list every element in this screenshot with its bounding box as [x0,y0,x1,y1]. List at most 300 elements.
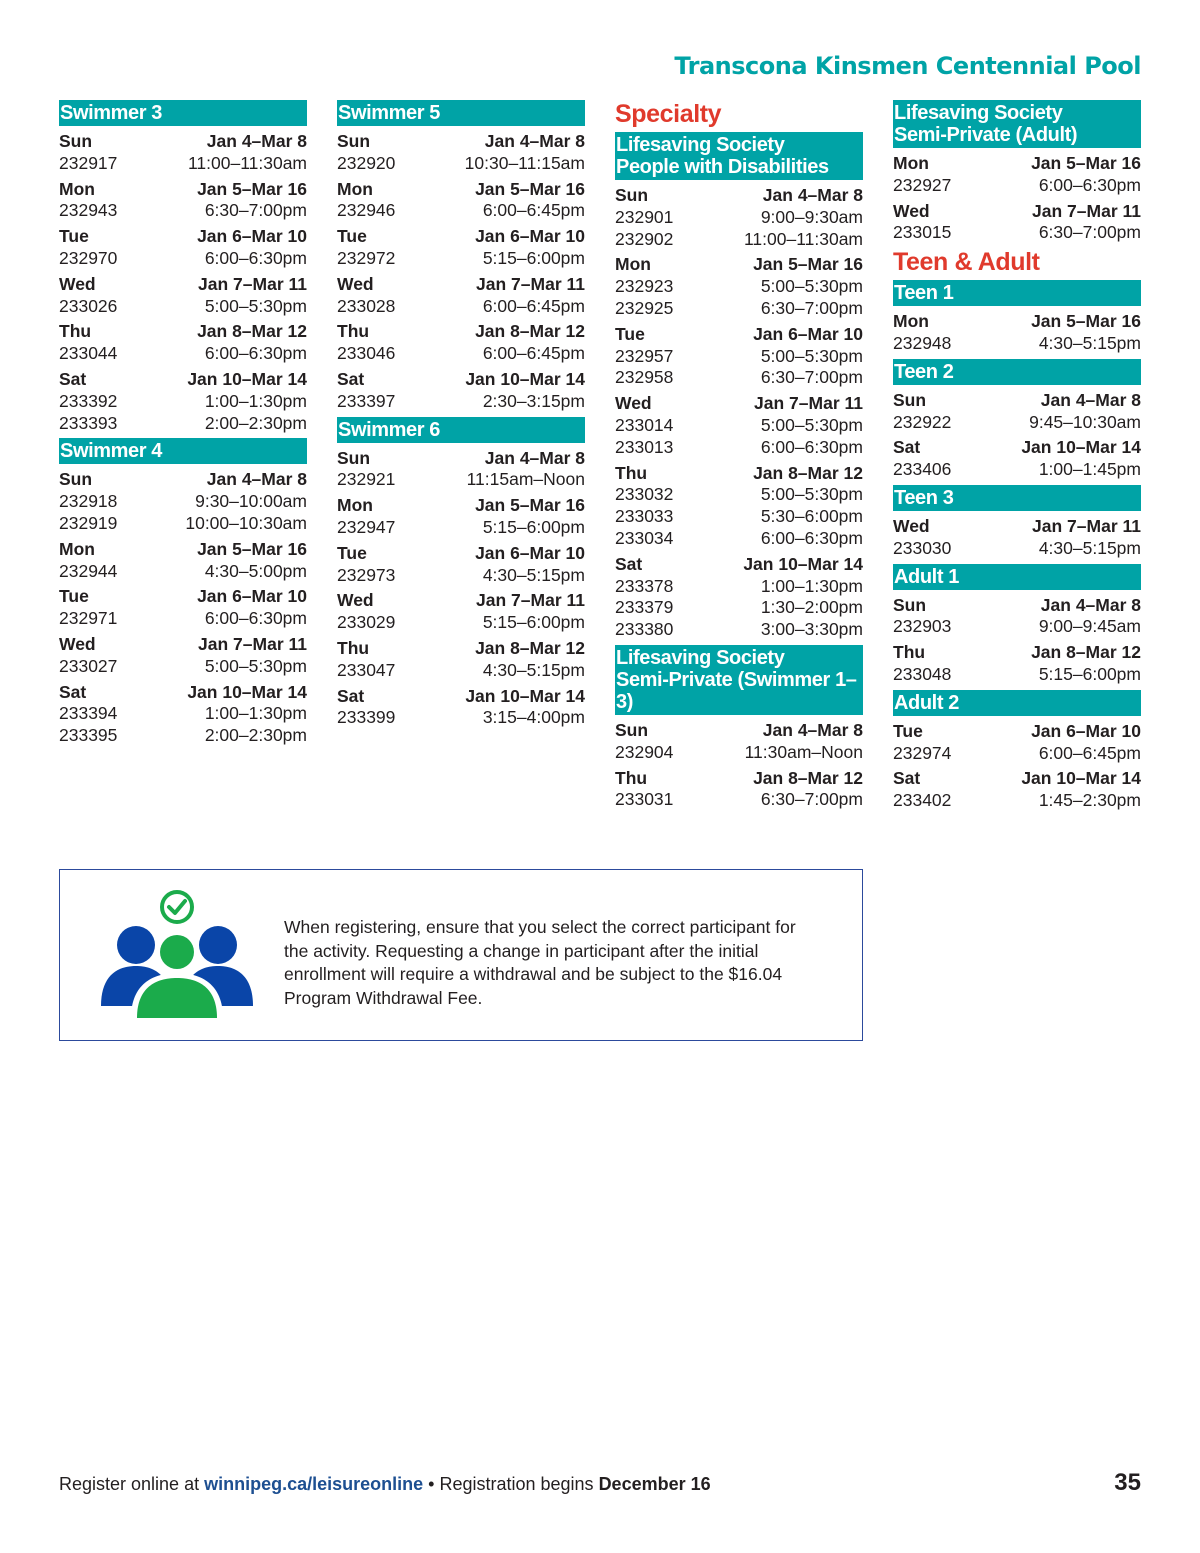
course-code: 232973 [337,564,396,585]
session-day: Wed [59,633,96,654]
session [337,495,585,539]
session-code-row [59,703,307,725]
session-dates: Jan 5–Mar 16 [197,538,307,559]
session-day-row [59,274,307,296]
course-code: 232944 [59,560,118,581]
session-day-row [337,686,585,708]
session-day-row [893,201,1141,223]
class-heading [615,132,863,180]
session-time: 1:00–1:30pm [204,703,307,724]
session-time: 5:00–5:30pm [204,295,307,316]
footer [59,1474,711,1495]
session-code-row [893,664,1141,686]
session-time: 1:45–2:30pm [1038,790,1141,811]
session [893,390,1141,434]
class-heading-line: Swimmer 5 [338,102,441,124]
session-dates: Jan 10–Mar 14 [187,681,307,702]
session-day-row [59,369,307,391]
session [615,554,863,641]
class-heading [337,100,585,126]
category-heading: Teen & Adult [893,248,1040,277]
group-check-icon [100,890,254,1018]
session [59,634,307,678]
session-time: 2:30–3:15pm [482,390,585,411]
session-time: 1:30–2:00pm [760,597,863,618]
session-time: 5:15–6:00pm [482,247,585,268]
session [893,201,1141,245]
course-code: 233394 [59,703,118,724]
course-code: 232904 [615,741,674,762]
session-code-row [59,200,307,222]
session [59,539,307,583]
session-day: Mon [893,311,929,332]
session-dates: Jan 10–Mar 14 [1021,768,1141,789]
course-code: 233380 [615,619,674,640]
session [59,131,307,175]
session [337,226,585,270]
session-dates: Jan 6–Mar 10 [197,226,307,247]
course-code: 232901 [615,206,674,227]
session-code-row [59,608,307,630]
session-day: Wed [893,200,930,221]
session-code-row [615,367,863,389]
session-day-row [893,721,1141,743]
session-time: 6:00–6:45pm [482,343,585,364]
course-code: 233406 [893,459,952,480]
session-time: 9:30–10:00am [195,491,307,512]
session-time: 11:15am–Noon [466,469,585,490]
class-heading [615,645,863,715]
session-day-row [59,179,307,201]
class-heading-line: Swimmer 3 [60,102,163,124]
class-heading-line: Lifesaving Society [894,102,1063,124]
session-code-row [615,528,863,550]
session-dates: Jan 7–Mar 11 [1032,515,1141,536]
registration-link[interactable]: winnipeg.ca/leisureonline [204,1474,424,1494]
session-day-row [893,437,1141,459]
course-code: 232943 [59,200,118,221]
class-heading [337,417,585,443]
session-day: Mon [59,538,95,559]
session-time: 10:30–11:15am [464,152,585,173]
class-heading-line: Teen 2 [894,360,954,383]
course-code: 233034 [615,527,674,548]
course-code: 232925 [615,297,674,318]
session-day: Thu [615,462,648,483]
course-code: 233379 [615,597,674,618]
session-day: Sat [337,685,365,706]
session-day-row [59,131,307,153]
session-dates: Jan 7–Mar 11 [476,273,585,294]
session-code-row [337,612,585,634]
session-code-row [615,415,863,437]
session-day-row [337,179,585,201]
session [893,768,1141,812]
session-day: Sun [615,185,649,205]
session-day-row [59,321,307,343]
session-day: Wed [893,515,930,536]
session-dates: Jan 4–Mar 8 [762,719,863,740]
session-code-row [59,391,307,413]
session-code-row [615,576,863,598]
session-dates: Jan 6–Mar 10 [1031,720,1141,741]
session-dates: Jan 6–Mar 10 [753,323,863,344]
session-dates: Jan 10–Mar 14 [187,368,307,389]
session [615,768,863,812]
class-block [893,564,1141,686]
course-code: 233399 [337,707,396,728]
session-dates: Jan 6–Mar 10 [197,586,307,607]
session-day: Mon [337,178,373,199]
session-day: Mon [337,495,373,516]
session-time: 5:00–5:30pm [760,484,863,505]
session-time: 4:30–5:15pm [1038,537,1141,558]
session [59,274,307,318]
session-code-row [337,248,585,270]
footer-middle: • Registration begins [423,1474,599,1494]
session-dates: Jan 4–Mar 8 [206,469,307,490]
session-day-row [893,516,1141,538]
class-heading [893,280,1141,306]
session-dates: Jan 4–Mar 8 [484,131,585,151]
session-day-row [59,469,307,491]
course-code: 233028 [337,295,396,316]
session-code-row [59,296,307,318]
session [337,448,585,492]
session-code-row [59,561,307,583]
session-dates: Jan 10–Mar 14 [465,685,585,706]
session-time: 2:00–2:30pm [204,412,307,433]
session-code-row [615,506,863,528]
session [59,586,307,630]
session-dates: Jan 6–Mar 10 [475,542,585,563]
session-dates: Jan 8–Mar 12 [1031,642,1141,663]
session [893,516,1141,560]
class-block [893,359,1141,481]
class-heading-line: Adult 2 [894,691,959,714]
session-time: 6:00–6:30pm [760,436,863,457]
course-code: 232917 [59,152,118,173]
session-day-row [615,324,863,346]
session [615,393,863,458]
session-time: 6:30–7:00pm [204,200,307,221]
session-code-row [893,743,1141,765]
session-code-row [615,484,863,506]
class-heading [893,359,1141,385]
session-dates: Jan 5–Mar 16 [1031,311,1141,332]
session-day-row [59,634,307,656]
course-code: 232903 [893,616,952,637]
session [337,321,585,365]
session-day: Wed [337,590,374,611]
session-day-row [59,226,307,248]
session-day-row [337,226,585,248]
session-day: Tue [337,542,367,563]
session-code-row [337,707,585,729]
session-code-row [615,789,863,811]
session-code-row [615,229,863,251]
session-time: 10:00–10:30am [185,512,307,533]
course-code: 232902 [615,228,674,249]
session-day-row [615,393,863,415]
session-day: Thu [893,642,926,663]
course-code: 233031 [615,789,674,810]
class-block [893,100,1141,244]
course-code: 233048 [893,663,952,684]
session-day-row [337,590,585,612]
session-code-row [893,538,1141,560]
session-dates: Jan 7–Mar 11 [1032,200,1141,221]
session-time: 4:30–5:00pm [204,560,307,581]
session-day: Wed [59,273,96,294]
course-code: 233032 [615,484,674,505]
session-day-row [615,554,863,576]
class-heading-line: Teen 1 [894,282,954,305]
schedule-column-2 [337,100,585,733]
session-day: Tue [337,226,367,247]
session-code-row [893,616,1141,638]
session-time: 6:00–6:45pm [482,295,585,316]
session-day: Tue [615,323,645,344]
session-day: Sun [615,719,649,740]
session-time: 6:30–7:00pm [760,297,863,318]
session-day-row [615,254,863,276]
session [893,153,1141,197]
session [59,226,307,270]
course-code: 232923 [615,276,674,297]
class-heading-line: People with Disabilities [616,156,829,178]
session-code-row [59,248,307,270]
session-day-row [337,274,585,296]
session-day-row [893,153,1141,175]
course-code: 233402 [893,790,952,811]
session [337,179,585,223]
session-day: Tue [59,586,89,607]
session-code-row [59,513,307,535]
course-code: 233046 [337,343,396,364]
course-code: 233014 [615,414,674,435]
class-heading [893,564,1141,590]
session-day: Mon [893,153,929,173]
course-code: 233033 [615,506,674,527]
session-day: Sun [59,131,93,151]
session-day: Thu [59,321,92,342]
schedule-column-3 [615,100,863,815]
session-day-row [893,768,1141,790]
course-code: 232948 [893,332,952,353]
session-time: 5:00–5:30pm [760,345,863,366]
page-number: 35 [1114,1469,1141,1496]
session-time: 1:00–1:30pm [760,575,863,596]
session [615,720,863,764]
course-code: 232918 [59,491,118,512]
class-heading-line: Teen 3 [894,486,954,509]
session-time: 6:00–6:30pm [204,343,307,364]
session-code-row [615,276,863,298]
session-time: 3:15–4:00pm [482,707,585,728]
course-code: 233015 [893,222,952,243]
session-time: 11:00–11:30am [187,152,307,173]
class-heading-line: Lifesaving Society [616,134,785,156]
course-code: 232927 [893,174,952,195]
session-code-row [893,790,1141,812]
class-block [893,690,1141,812]
session-time: 9:00–9:45am [1038,616,1141,637]
session-dates: Jan 5–Mar 16 [475,178,585,199]
session-day: Wed [337,273,374,294]
class-block [59,100,307,434]
class-block [337,417,585,730]
session-code-row [893,412,1141,434]
session [59,179,307,223]
course-code: 232958 [615,367,674,388]
session-day-row [59,586,307,608]
session [337,131,585,175]
session-time: 2:00–2:30pm [204,725,307,746]
course-code: 233044 [59,343,118,364]
session-dates: Jan 7–Mar 11 [198,273,307,294]
session-dates: Jan 4–Mar 8 [762,185,863,205]
session [337,686,585,730]
session-code-row [337,391,585,413]
class-block [615,645,863,811]
session-dates: Jan 10–Mar 14 [1021,437,1141,458]
course-code: 233397 [337,390,396,411]
session-day: Sun [337,447,371,468]
session-day-row [893,595,1141,617]
session-day: Sat [59,368,87,389]
class-block [893,485,1141,560]
session [59,369,307,434]
session-day-row [893,390,1141,412]
class-block [337,100,585,413]
session-time: 5:30–6:00pm [760,506,863,527]
course-code: 232920 [337,152,396,173]
session [59,321,307,365]
class-heading-line: Lifesaving Society [616,646,785,669]
session-code-row [337,200,585,222]
session [59,682,307,747]
session-time: 5:00–5:30pm [204,655,307,676]
session-time: 9:45–10:30am [1029,411,1141,432]
session-time: 3:00–3:30pm [760,619,863,640]
footer-prefix: Register online at [59,1474,205,1494]
location-title: Transcona Kinsmen Centennial Pool [674,52,1141,80]
session-dates: Jan 4–Mar 8 [1040,594,1141,615]
session-code-row [615,207,863,229]
session-code-row [615,597,863,619]
session-day-row [337,495,585,517]
session-day-row [337,543,585,565]
session-dates: Jan 7–Mar 11 [754,393,863,414]
session-day: Sat [337,368,365,389]
class-heading [59,438,307,464]
session-day: Sun [893,389,927,410]
session-day: Sat [615,553,643,574]
course-code: 232974 [893,742,952,763]
registration-date: December 16 [598,1474,711,1494]
session-time: 6:30–7:00pm [760,789,863,810]
course-code: 233047 [337,659,396,680]
session-dates: Jan 8–Mar 12 [197,321,307,342]
session-code-row [893,459,1141,481]
session-code-row [337,660,585,682]
course-code: 233026 [59,295,118,316]
session-time: 6:00–6:30pm [1038,174,1141,195]
session-dates: Jan 8–Mar 12 [475,321,585,342]
course-code: 232922 [893,411,952,432]
class-heading [893,690,1141,716]
session [615,254,863,319]
session-code-row [59,343,307,365]
notice-text: When registering, ensure that you select the correct participant for the activity. Requesting a change in participant after the initial enrollment will require a withdrawal and be subject to the $16.04 Program Withdrawal Fee. [284,917,796,1008]
session-time: 1:00–1:30pm [204,390,307,411]
session-day-row [337,448,585,470]
session-dates: Jan 10–Mar 14 [465,368,585,389]
session-time: 1:00–1:45pm [1038,459,1141,480]
session-day-row [337,131,585,153]
session [615,463,863,550]
session-day: Sun [59,469,93,490]
session-time: 6:30–7:00pm [760,367,863,388]
session-time: 6:00–6:45pm [1038,742,1141,763]
session [59,469,307,534]
session-code-row [615,619,863,641]
session-day: Thu [615,767,648,788]
category-heading: Specialty [615,100,722,128]
session-day: Mon [59,178,95,199]
session-dates: Jan 8–Mar 12 [753,767,863,788]
session-dates: Jan 7–Mar 11 [476,590,585,611]
session-code-row [615,298,863,320]
session [893,311,1141,355]
session-time: 6:00–6:45pm [482,200,585,221]
session-day: Tue [59,226,89,247]
class-heading-line: Swimmer 6 [338,418,441,441]
class-heading-line: Semi-Private (Swimmer 1–3) [616,668,857,713]
session-dates: Jan 5–Mar 16 [1031,153,1141,173]
session-code-row [59,491,307,513]
session-day: Tue [893,720,923,741]
session-time: 6:30–7:00pm [1038,222,1141,243]
schedule-column-4 [893,100,1141,816]
session [337,369,585,413]
class-heading [59,100,307,126]
session-time: 11:30am–Noon [744,741,863,762]
session-time: 5:15–6:00pm [482,516,585,537]
course-code: 233029 [337,612,396,633]
session-code-row [615,437,863,459]
session-code-row [59,413,307,435]
session-dates: Jan 8–Mar 12 [475,637,585,658]
session-day-row [893,311,1141,333]
session-day: Wed [615,393,652,414]
session [337,590,585,634]
session [893,721,1141,765]
session-time: 9:00–9:30am [760,206,863,227]
course-code: 232946 [337,200,396,221]
course-code: 232921 [337,469,396,490]
session-code-row [337,153,585,175]
course-code: 233392 [59,390,118,411]
session-code-row [59,725,307,747]
course-code: 232970 [59,247,118,268]
session-code-row [893,175,1141,197]
session-day-row [615,185,863,207]
class-block [615,132,863,641]
session-day: Thu [337,321,370,342]
course-code: 232919 [59,512,118,533]
